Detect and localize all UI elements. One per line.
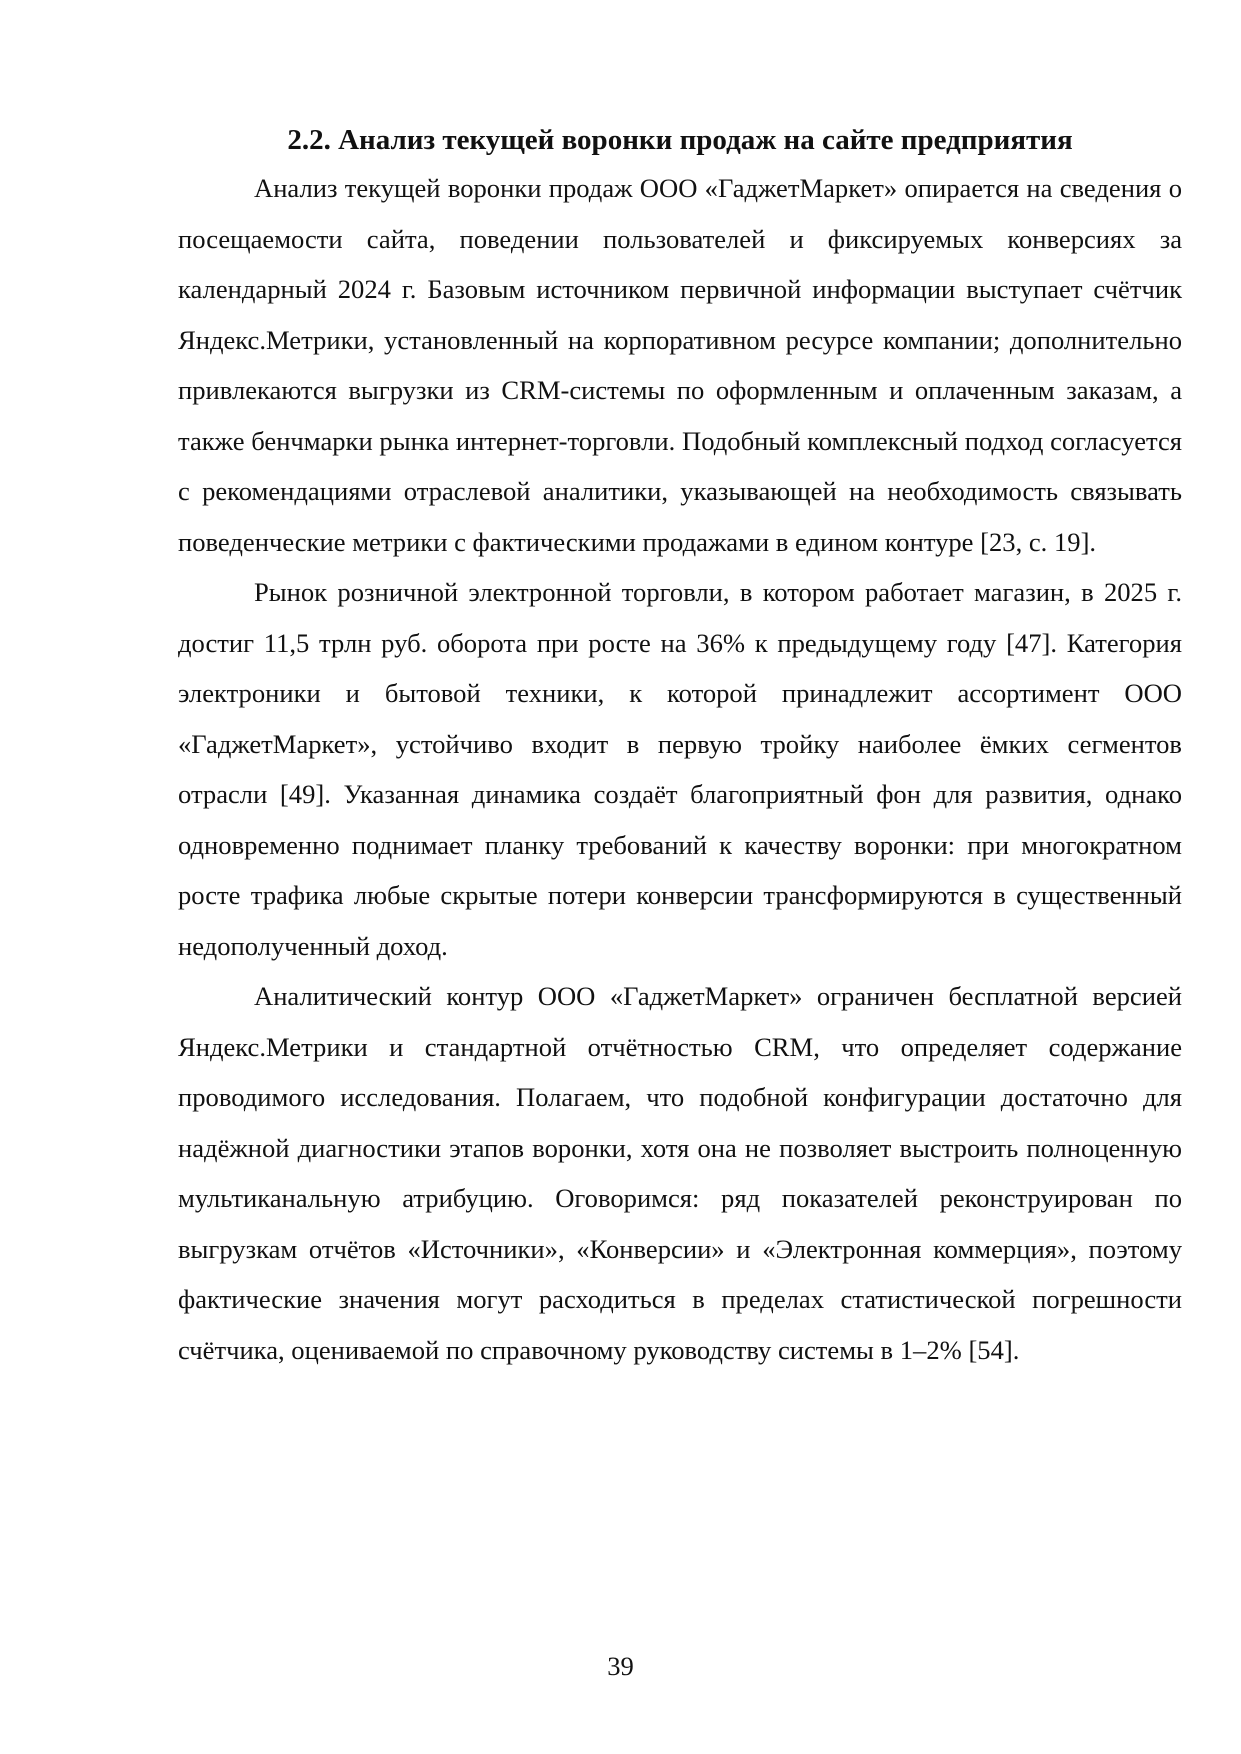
paragraph-2: Рынок розничной электронной торговли, в котором работает магазин, в 2025 г. достиг 11,5 трлн руб. оборота при росте на 36% к предыдущему году [47]. Категория электроники и бытовой техники, к которой принадлежит ассортимент ООО «ГаджетМаркет», устойчиво входит в первую тройку наиболее ёмких сегментов отрасли [49]. Указанная динамика создаёт благоприятный фон для развития, однако одновременно поднимает планку требований к качеству воронки: при многократном росте трафика любые скрытые потери конверсии трансформируются в существенный недополученный доход. bbox=[178, 577, 1182, 961]
document-body bbox=[178, 163, 1182, 1375]
paragraph-3: Аналитический контур ООО «ГаджетМаркет» ограничен бесплатной версией Яндекс.Метрики и стандартной отчётностью CRM, что определяет содержание проводимого исследования. Полагаем, что подобной конфигурации достаточно для надёжной диагностики этапов воронки, хотя она не позволяет выстроить полноценную мультиканальную атрибуцию. Оговоримся: ряд показателей реконструирован по выгрузкам отчётов «Источники», «Конверсии» и «Электронная коммерция», поэтому фактические значения могут расходиться в пределах статистической погрешности счётчика, оцениваемой по справочному руководству системы в 1–2% [54]. bbox=[178, 981, 1182, 1365]
page-number: 39 bbox=[607, 1651, 634, 1681]
paragraph-1: Анализ текущей воронки продаж ООО «ГаджетМаркет» опирается на сведения о посещаемости сайта, поведении пользователей и фиксируемых конверсиях за календарный 2024 г. Базовым источником первичной информации выступает счётчик Яндекс.Метрики, установленный на корпоративном ресурсе компании; дополнительно привлекаются выгрузки из CRM-системы по оформленным и оплаченным заказам, а также бенчмарки рынка интернет-торговли. Подобный комплексный подход согласуется с рекомендациями отраслевой аналитики, указывающей на необходимость связывать поведенческие метрики с фактическими продажами в едином контуре [23, с. 19]. bbox=[178, 173, 1182, 557]
section-heading: 2.2. Анализ текущей воронки продаж на сайте предприятия bbox=[287, 124, 1073, 156]
